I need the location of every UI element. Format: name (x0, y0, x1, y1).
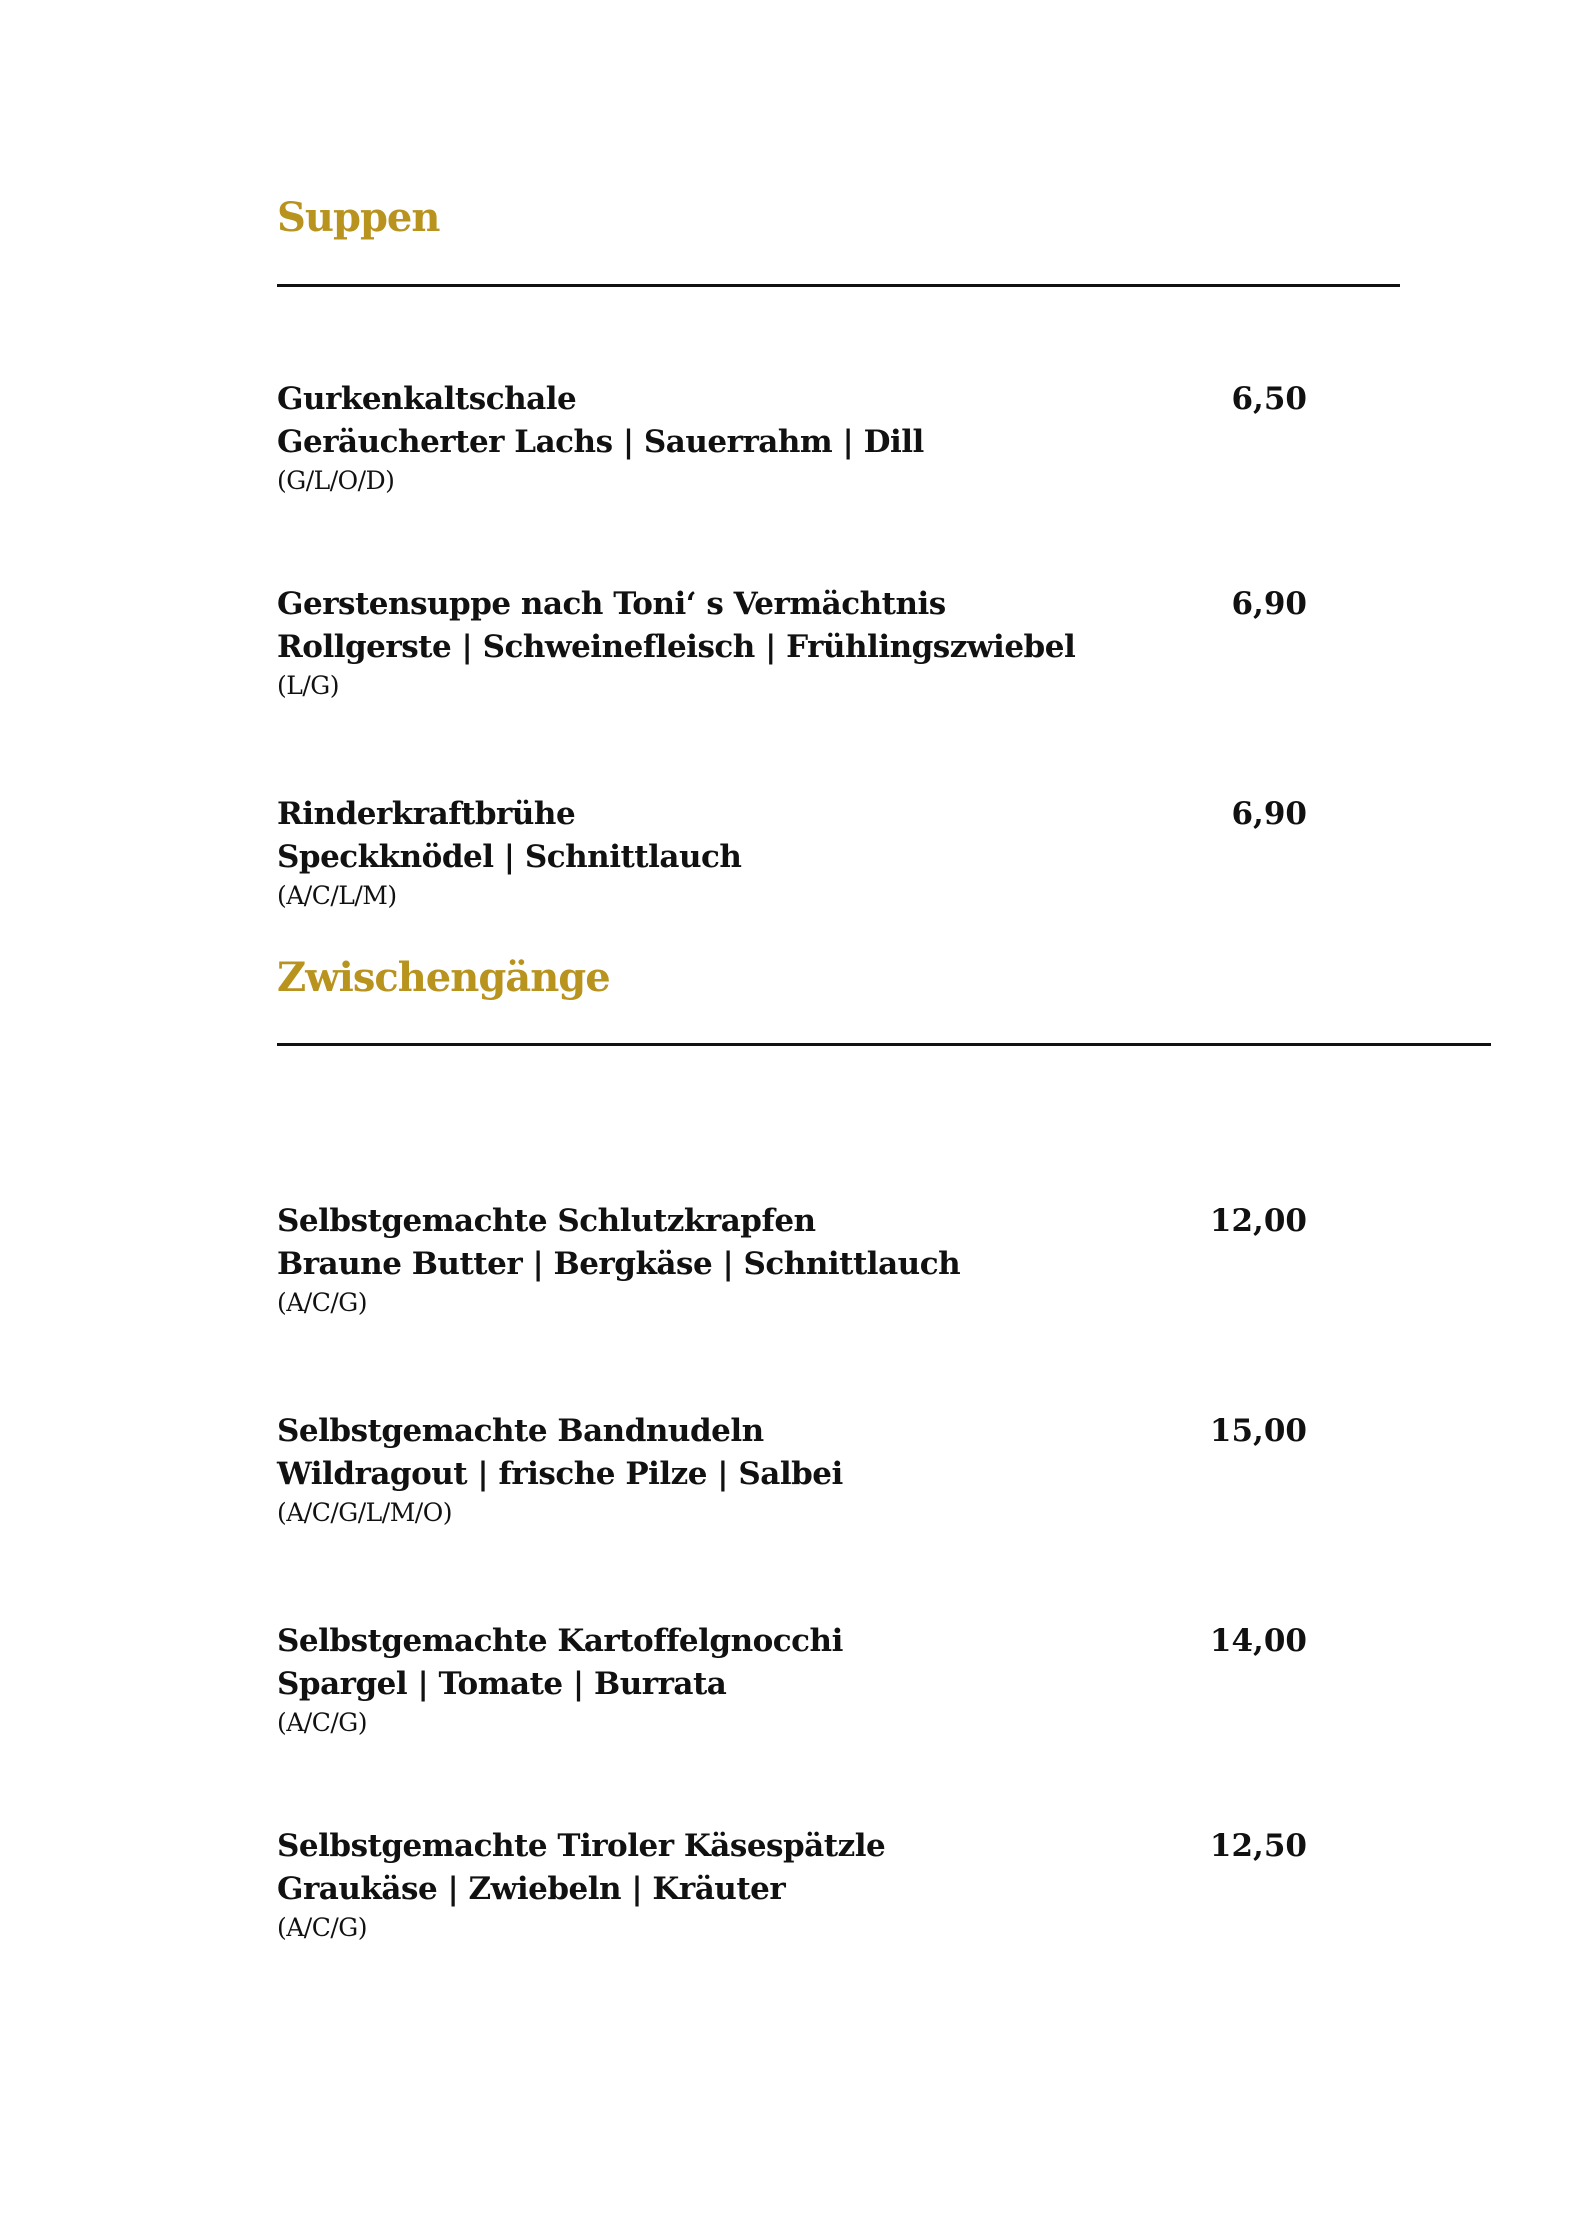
menu-item-description: Wildragout | frische Pilze | Salbei (277, 1456, 843, 1492)
menu-item (277, 793, 1307, 913)
menu-item-description: Spargel | Tomate | Burrata (277, 1666, 727, 1702)
menu-item-name: Gerstensuppe nach Toni‘ s Vermächtnis (277, 586, 946, 622)
menu-item-allergens: (A/C/G) (277, 1913, 368, 1942)
menu-item-price: 6,50 (1231, 381, 1307, 417)
menu-item (277, 1200, 1307, 1320)
menu-item-name: Selbstgemachte Tiroler Käsespätzle (277, 1828, 886, 1864)
menu-item-name: Rinderkraftbrühe (277, 796, 576, 832)
menu-item-allergens: (L/G) (277, 671, 340, 700)
menu-item-description: Graukäse | Zwiebeln | Kräuter (277, 1871, 786, 1907)
menu-item-allergens: (A/C/L/M) (277, 881, 397, 910)
menu-item-price: 15,00 (1209, 1413, 1307, 1449)
menu-item (277, 1620, 1307, 1740)
menu-item-price: 12,00 (1209, 1203, 1307, 1239)
menu-item-price: 14,00 (1209, 1623, 1307, 1659)
menu-item (277, 378, 1307, 498)
menu-item-description: Rollgerste | Schweinefleisch | Frühlingszwiebel (277, 629, 1076, 665)
menu-item-price: 12,50 (1209, 1828, 1307, 1864)
menu-item-price: 6,90 (1231, 586, 1307, 622)
section-title-zwischengaenge: Zwischengänge (277, 954, 610, 1001)
menu-item-description: Geräucherter Lachs | Sauerrahm | Dill (277, 424, 924, 460)
menu-item-name: Selbstgemachte Schlutzkrapfen (277, 1203, 816, 1239)
menu-item-description: Speckknödel | Schnittlauch (277, 839, 742, 875)
menu-item-allergens: (A/C/G/L/M/O) (277, 1498, 452, 1527)
section-divider-suppen (277, 284, 1400, 287)
menu-item-name: Selbstgemachte Kartoffelgnocchi (277, 1623, 843, 1659)
menu-item (277, 1825, 1307, 1945)
menu-item-name: Gurkenkaltschale (277, 381, 577, 417)
menu-item-name: Selbstgemachte Bandnudeln (277, 1413, 764, 1449)
menu-item-allergens: (G/L/O/D) (277, 466, 395, 495)
menu-item-allergens: (A/C/G) (277, 1708, 368, 1737)
menu-item-price: 6,90 (1231, 796, 1307, 832)
menu-item-description: Braune Butter | Bergkäse | Schnittlauch (277, 1246, 961, 1282)
section-title-suppen: Suppen (277, 194, 440, 241)
section-divider-zwischengaenge (277, 1043, 1491, 1046)
menu-item (277, 583, 1307, 703)
menu-item (277, 1410, 1307, 1530)
menu-item-allergens: (A/C/G) (277, 1288, 368, 1317)
